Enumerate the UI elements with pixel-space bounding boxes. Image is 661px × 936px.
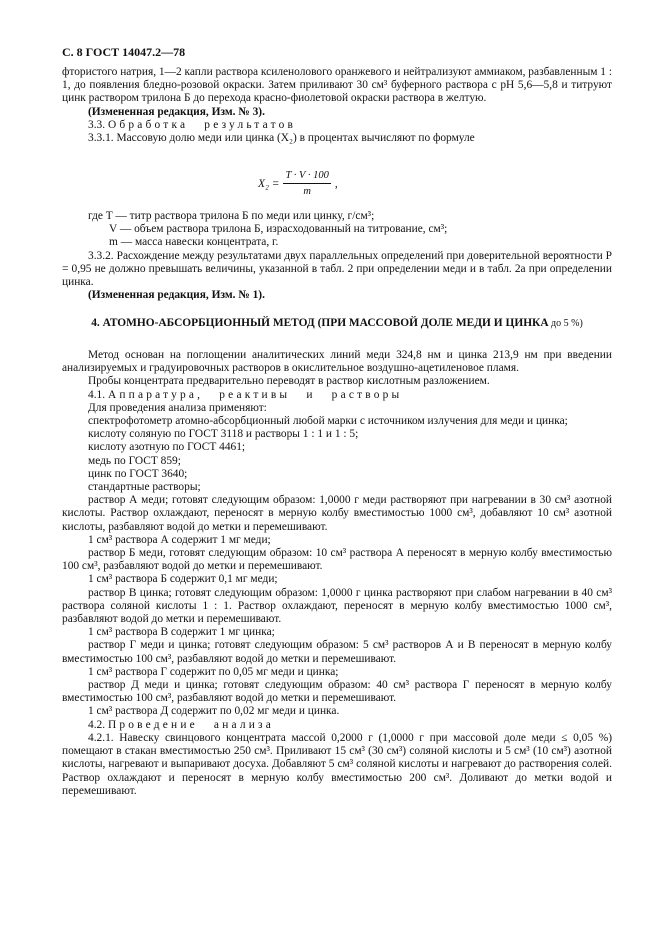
list-item: 1 см³ раствора Г содержит по 0,05 мг меди и цинка;	[88, 665, 339, 678]
formula-legend-and-3-3-2	[62, 210, 612, 302]
paragraph: фтористого натрия, 1—2 капли раствора ксиленолового оранжевого и нейтрализуют аммиаком, разбавленным 1 : 1, до появления бледно-розовой окраски. Затем приливают 30 см³ буферного раствора с рН 5,6—5,8 и титруют цинк раствором трилона Б до перехода красно-фиолетовой окраски раствора в желтую.	[62, 66, 612, 105]
list-item: 1 см³ раствора Б содержит 0,1 мг меди;	[88, 573, 278, 586]
formula-tail: ,	[334, 177, 338, 190]
formula-lhs: X₂ =	[258, 177, 280, 190]
list-item: медь по ГОСТ 859;	[88, 454, 181, 467]
legend-item: m — масса навески концентрата, г.	[109, 236, 279, 249]
list-item: спектрофотометр атомно-абсорбционный любой марки с источником излучения для меди и цинка;	[88, 415, 568, 428]
paragraph: 4.2.1. Навеску свинцового концентрата массой 0,2000 г (1,0000 г при массовой доле меди ≤ 0,05 %) помещают в стакан вместимостью 250 см³. Приливают 15 см³ (30 см³) соляной кислоты и 5 см³ (10 см³) азотной кислоты, нагревают и выпаривают досуха. Добавляют 5 см³ соляной кислоты и нагревают до растворения солей. Раствор охлаждают и переносят в мерную колбу вместимостью 200 см³. Доливают до метки водой и перемешивают.	[62, 731, 612, 797]
list-item: 1 см³ раствора Д содержит по 0,02 мг меди и цинка.	[88, 705, 340, 718]
list-item: Для проведения анализа применяют:	[88, 401, 267, 414]
paragraph: Пробы концентрата предварительно переводят в раствор кислотным разложением.	[88, 375, 490, 388]
section-number: 3.3.	[88, 118, 106, 131]
subsection-heading	[62, 119, 612, 132]
section-title: Проведение анализа	[107, 718, 274, 731]
list-item: раствор Б меди, готовят следующим образом: 10 см³ раствора А переносят в мерную колбу вместимостью 100 см³, разбавляют водой до метки и перемешивают.	[62, 547, 612, 573]
amendment-note: (Измененная редакция, Изм. № 3).	[88, 105, 265, 118]
list-item: 1 см³ раствора А содержит 1 мг меди;	[88, 533, 271, 546]
list-item: раствор В цинка; готовят следующим образом: 1,0000 г цинка растворяют при слабом нагревании в 40 см³ раствора соляной кислоты 1 : 1. Раствор охлаждают, переносят в мерную колбу вместимостью 1000 см³, разбавляют водой до метки и перемешивают.	[62, 586, 612, 626]
amendment-note: (Измененная редакция, Изм. № 1).	[88, 289, 265, 302]
subsection-heading	[62, 719, 612, 732]
section-4-heading	[62, 317, 612, 329]
formula-fraction	[283, 170, 330, 197]
list-item: кислоту азотную по ГОСТ 4461;	[88, 441, 246, 454]
paragraph: 3.3.2. Расхождение между результатами двух параллельных определений при доверительной вероятности P = 0,95 не должно превышать величины, указанной в табл. 2 при определении меди и в табл. 2а при определении цинка.	[62, 249, 612, 289]
subsection-heading	[62, 389, 612, 402]
legend-item: V — объем раствора трилона Б, израсходованный на титрование, см³;	[109, 223, 448, 236]
section-title: Аппаратура, реактивы и растворы	[107, 388, 403, 401]
section-title: Обработка результатов	[107, 118, 297, 131]
paragraph: Метод основан на поглощении аналитических линий меди 324,8 нм и цинка 213,9 нм при введении анализируемых и градуировочных растворов в окислительное воздушно-ацетиленовое пламя.	[62, 349, 612, 375]
section-number: 4.2.	[88, 718, 106, 731]
heading-text: 4. АТОМНО-АБСОРБЦИОННЫЙ МЕТОД (ПРИ МАССОВОЙ ДОЛЕ МЕДИ И ЦИНКА	[91, 317, 549, 329]
list-item: цинк по ГОСТ 3640;	[88, 467, 188, 480]
page-header: С. 8 ГОСТ 14047.2—78	[62, 45, 186, 59]
formula-numerator: T · V · 100	[283, 170, 330, 184]
legend-item: где T — титр раствора трилона Б по меди или цинку, г/см³;	[88, 210, 375, 222]
formula	[258, 170, 338, 197]
section-3-continued	[62, 66, 612, 145]
formula-denominator: m	[303, 186, 311, 197]
heading-suffix: до 5 %)	[548, 318, 583, 329]
paragraph: 3.3.1. Массовую долю меди или цинка (X₂) в процентах вычисляют по формуле	[88, 132, 475, 145]
list-item: 1 см³ раствора В содержит 1 мг цинка;	[88, 626, 275, 639]
list-item: стандартные растворы;	[88, 481, 201, 494]
list-item: раствор Г меди и цинка; готовят следующим образом: 5 см³ растворов А и В переносят в мерную колбу вместимостью 100 см³, разбавляют водой до метки и перемешивают.	[62, 639, 612, 665]
list-item: раствор А меди; готовят следующим образом: 1,0000 г меди растворяют при нагревании в 30 см³ азотной кислоты. Раствор охлаждают, переносят в мерную колбу вместимостью 1000 см³, добавляют 10 см³ азотной кислоты, разбавляют водой до метки и перемешивают.	[62, 494, 612, 533]
section-number: 4.1.	[88, 388, 106, 401]
list-item: раствор Д меди и цинка; готовят следующим образом: 40 см³ раствора Г переносят в мерную колбу вместимостью 100 см³, разбавляют водой до метки и перемешивают.	[62, 679, 612, 705]
list-item: кислоту соляную по ГОСТ 3118 и растворы 1 : 1 и 1 : 5;	[88, 428, 359, 441]
section-4-body	[62, 349, 612, 798]
